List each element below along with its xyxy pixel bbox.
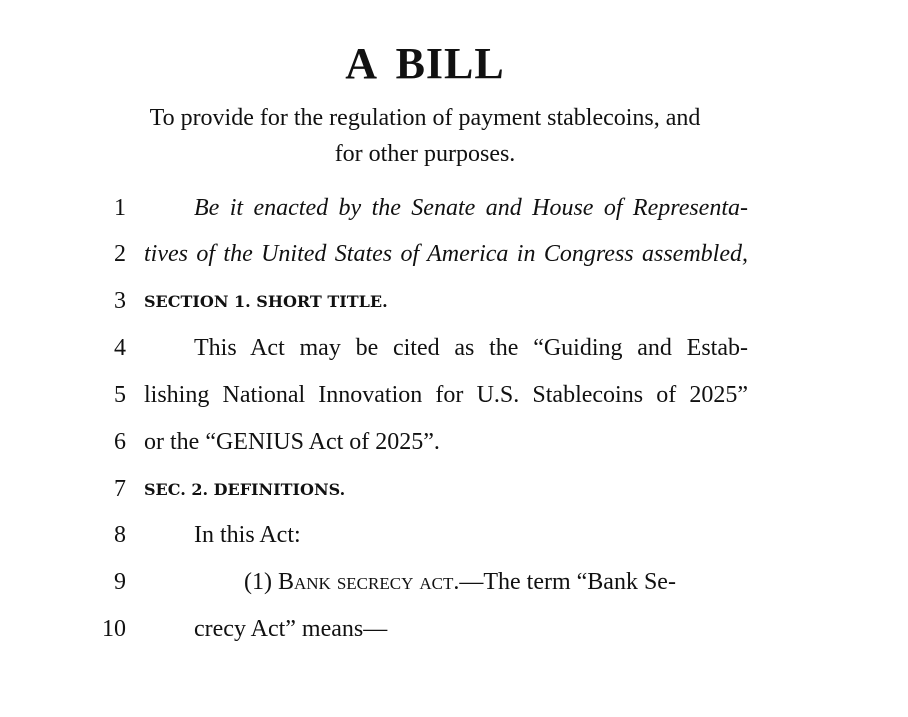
line-number: 3 xyxy=(114,288,126,314)
definition-line xyxy=(244,567,676,597)
line-number: 9 xyxy=(114,569,126,595)
bill-line xyxy=(0,333,908,373)
line-text: In this Act: xyxy=(194,522,301,548)
bill-line xyxy=(0,427,908,467)
line-number: 2 xyxy=(114,241,126,267)
line-number: 4 xyxy=(114,335,126,361)
bill-line xyxy=(0,239,908,279)
line-number: 10 xyxy=(102,616,126,642)
section-heading: SEC. 2. DEFINITIONS. xyxy=(144,480,346,499)
line-number: 7 xyxy=(114,476,126,502)
line-text: Be it enacted by the Senate and House of Representa- xyxy=(194,195,748,221)
bill-line xyxy=(0,286,908,326)
bill-line xyxy=(0,380,908,420)
definition-text: .—The term “Bank Se- xyxy=(453,569,676,595)
bill-line xyxy=(0,614,908,654)
line-text: lishing National Innovation for U.S. Stablecoins of 2025” xyxy=(144,382,748,408)
bill-line xyxy=(0,474,908,514)
line-number: 5 xyxy=(114,382,126,408)
line-text: tives of the United States of America in Congress assembled, xyxy=(144,241,748,267)
purpose-line-2: for other purposes. xyxy=(334,141,516,167)
definition-number: (1) xyxy=(244,569,278,595)
line-text: This Act may be cited as the “Guiding and Estab- xyxy=(194,335,748,361)
purpose-line-1: To provide for the regulation of payment stablecoins, and xyxy=(149,105,701,131)
defined-term: Bank secrecy act xyxy=(277,569,454,595)
line-text: crecy Act” means— xyxy=(194,616,388,642)
bill-line xyxy=(0,567,908,607)
bill-title: A BILL xyxy=(345,39,505,88)
bill-line xyxy=(0,520,908,560)
section-heading: SECTION 1. SHORT TITLE. xyxy=(144,292,388,311)
bill-line xyxy=(0,193,908,233)
line-text: or the “GENIUS Act of 2025”. xyxy=(144,429,440,455)
line-number: 8 xyxy=(114,522,126,548)
line-number: 1 xyxy=(114,195,126,221)
line-number: 6 xyxy=(114,429,126,455)
